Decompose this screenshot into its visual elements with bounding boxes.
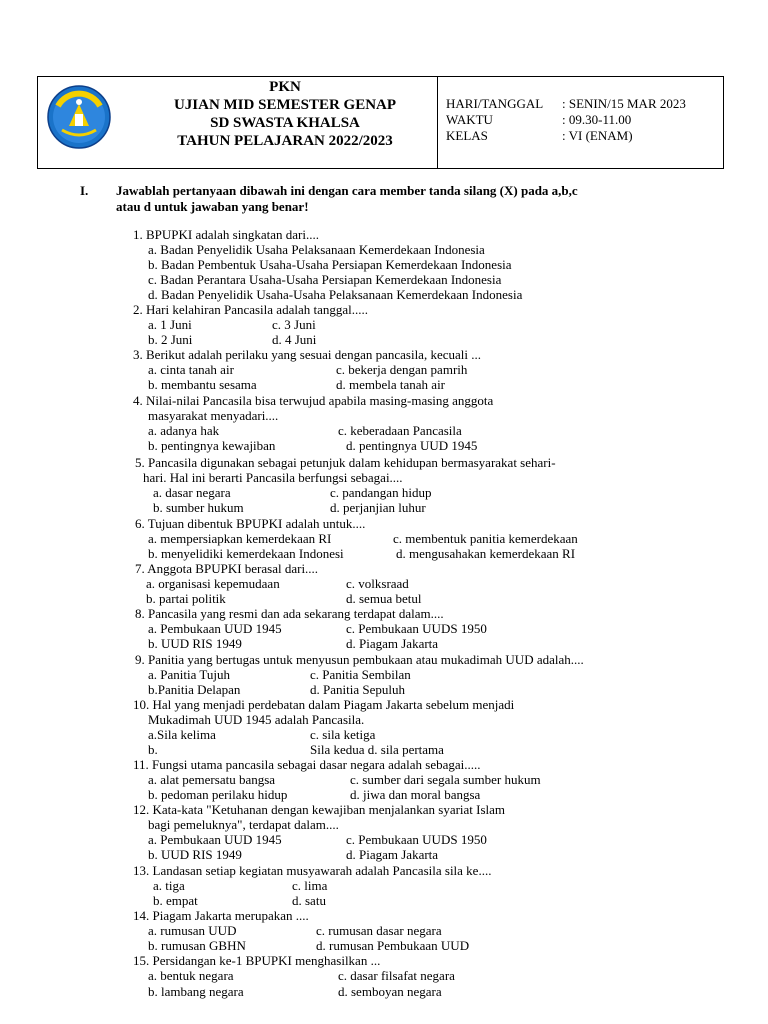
question-text: 2. Hari kelahiran Pancasila adalah tanggal..... bbox=[133, 302, 368, 317]
answer-option: b. UUD RIS 1949 bbox=[148, 847, 242, 862]
answer-option: c. sila ketiga bbox=[310, 727, 376, 742]
question-text: 7. Anggota BPUPKI berasal dari.... bbox=[135, 561, 319, 576]
answer-option: a. alat pemersatu bangsa bbox=[148, 772, 276, 787]
answer-option: a. rumusan UUD bbox=[148, 923, 237, 938]
answer-option: a. Pembukaan UUD 1945 bbox=[148, 621, 282, 636]
answer-option: c. 3 Juni bbox=[272, 317, 316, 332]
answer-option: d. semboyan negara bbox=[338, 984, 442, 999]
answer-option: masyarakat menyadari.... bbox=[148, 408, 279, 423]
answer-option: c. bekerja dengan pamrih bbox=[336, 362, 468, 377]
answer-option: Mukadimah UUD 1945 adalah Pancasila. bbox=[148, 712, 365, 727]
academic-year: TAHUN PELAJARAN 2022/2023 bbox=[177, 133, 393, 149]
answer-option: c. membentuk panitia kemerdekaan bbox=[393, 531, 578, 546]
school-name: SD SWASTA KHALSA bbox=[210, 115, 360, 131]
answer-option: c. dasar filsafat negara bbox=[338, 968, 455, 983]
answer-option: bagi pemeluknya", terdapat dalam.... bbox=[148, 817, 339, 832]
instruction-line: Jawablah pertanyaan dibawah ini dengan cara member tanda silang (X) pada a,b,c bbox=[116, 183, 578, 198]
answer-option: b. UUD RIS 1949 bbox=[148, 636, 242, 651]
info-label: HARI/TANGGAL bbox=[446, 96, 544, 111]
answer-option: b. pedoman perilaku hidup bbox=[148, 787, 288, 802]
answer-option: d. Piagam Jakarta bbox=[346, 636, 439, 651]
answer-option: b. 2 Juni bbox=[148, 332, 193, 347]
info-value: : 09.30-11.00 bbox=[562, 112, 632, 127]
question-text: 8. Pancasila yang resmi dan ada sekarang terdapat dalam.... bbox=[135, 606, 444, 621]
info-label: WAKTU bbox=[446, 112, 493, 127]
answer-option: d. membela tanah air bbox=[336, 377, 446, 392]
answer-option: b. sumber hukum bbox=[153, 500, 244, 515]
answer-option: a.Sila kelima bbox=[148, 727, 216, 742]
answer-option: d. jiwa dan moral bangsa bbox=[350, 787, 481, 802]
exam-title: UJIAN MID SEMESTER GENAP bbox=[173, 97, 397, 113]
answer-option: d. 4 Juni bbox=[272, 332, 317, 347]
answer-option: b.Panitia Delapan bbox=[148, 682, 241, 697]
answer-option: a. cinta tanah air bbox=[148, 362, 234, 377]
answer-option: d. satu bbox=[292, 893, 326, 908]
answer-option: b. partai politik bbox=[146, 591, 226, 606]
answer-option: d. rumusan Pembukaan UUD bbox=[316, 938, 470, 953]
answer-option: b. bbox=[148, 742, 158, 757]
answer-option: a. tiga bbox=[153, 878, 185, 893]
answer-option: b. membantu sesama bbox=[148, 377, 257, 392]
question-text: 5. Pancasila digunakan sebagai petunjuk dalam kehidupan bermasyarakat sehari- bbox=[135, 455, 556, 470]
instruction-line: atau d untuk jawaban yang benar! bbox=[116, 199, 309, 214]
answer-option: c. Panitia Sembilan bbox=[310, 667, 411, 682]
answer-option: b. empat bbox=[153, 893, 198, 908]
answer-option: c. keberadaan Pancasila bbox=[338, 423, 462, 438]
info-label: KELAS bbox=[446, 128, 488, 143]
answer-option: c. lima bbox=[292, 878, 328, 893]
answer-option: b. lambang negara bbox=[148, 984, 244, 999]
question-text: 14. Piagam Jakarta merupakan .... bbox=[133, 908, 309, 923]
answer-option: a. mempersiapkan kemerdekaan RI bbox=[148, 531, 332, 546]
answer-option: Sila kedua d. sila pertama bbox=[310, 742, 444, 757]
answer-option: d. Panitia Sepuluh bbox=[310, 682, 405, 697]
section-number: I. bbox=[80, 183, 89, 198]
question-text: 15. Persidangan ke-1 BPUPKI menghasilkan ... bbox=[133, 953, 381, 968]
answer-option: b. rumusan GBHN bbox=[148, 938, 246, 953]
answer-option: c. pandangan hidup bbox=[330, 485, 432, 500]
subject-title: PKN bbox=[269, 79, 301, 95]
question-text: 4. Nilai-nilai Pancasila bisa terwujud apabila masing-masing anggota bbox=[133, 393, 494, 408]
info-value: : VI (ENAM) bbox=[562, 128, 633, 143]
answer-option: a. Badan Penyelidik Usaha Pelaksanaan Kemerdekaan Indonesia bbox=[148, 242, 485, 257]
answer-option: d. pentingnya UUD 1945 bbox=[346, 438, 478, 453]
question-text: 13. Landasan setiap kegiatan musyawarah adalah Pancasila sila ke.... bbox=[133, 863, 492, 878]
question-text: 3. Berikut adalah perilaku yang sesuai dengan pancasila, kecuali ... bbox=[133, 347, 481, 362]
answer-option: c. volksraad bbox=[346, 576, 409, 591]
answer-option: b. menyelidiki kemerdekaan Indonesi bbox=[148, 546, 344, 561]
answer-option: b. Badan Pembentuk Usaha-Usaha Persiapan Kemerdekaan Indonesia bbox=[148, 257, 512, 272]
answer-option: a. organisasi kepemudaan bbox=[146, 576, 280, 591]
question-text: 12. Kata-kata "Ketuhanan dengan kewajiban menjalankan syariat Islam bbox=[133, 802, 506, 817]
answer-option: a. 1 Juni bbox=[148, 317, 192, 332]
answer-option: d. semua betul bbox=[346, 591, 422, 606]
answer-option: c. rumusan dasar negara bbox=[316, 923, 442, 938]
answer-option: c. Pembukaan UUDS 1950 bbox=[346, 621, 487, 636]
answer-option: b. pentingnya kewajiban bbox=[148, 438, 276, 453]
tut-wuri-handayani-logo bbox=[44, 84, 114, 150]
question-text: 1. BPUPKI adalah singkatan dari.... bbox=[133, 227, 319, 242]
info-value: : SENIN/15 MAR 2023 bbox=[562, 96, 686, 111]
answer-option: a. Panitia Tujuh bbox=[148, 667, 230, 682]
question-text: 10. Hal yang menjadi perdebatan dalam Piagam Jakarta sebelum menjadi bbox=[133, 697, 515, 712]
answer-option: d. perjanjian luhur bbox=[330, 500, 426, 515]
header-divider bbox=[437, 76, 438, 169]
answer-option: a. bentuk negara bbox=[148, 968, 234, 983]
question-text: 11. Fungsi utama pancasila sebagai dasar negara adalah sebagai..... bbox=[133, 757, 481, 772]
question-text: 6. Tujuan dibentuk BPUPKI adalah untuk.... bbox=[135, 516, 366, 531]
answer-option: a. adanya hak bbox=[148, 423, 220, 438]
question-text: 9. Panitia yang bertugas untuk menyusun pembukaan atau mukadimah UUD adalah.... bbox=[135, 652, 584, 667]
answer-option: a. dasar negara bbox=[153, 485, 231, 500]
answer-option: hari. Hal ini berarti Pancasila berfungsi sebagai.... bbox=[143, 470, 403, 485]
answer-option: d. mengusahakan kemerdekaan RI bbox=[396, 546, 576, 561]
answer-option: c. Pembukaan UUDS 1950 bbox=[346, 832, 487, 847]
answer-option: a. Pembukaan UUD 1945 bbox=[148, 832, 282, 847]
answer-option: c. Badan Perantara Usaha-Usaha Persiapan Kemerdekaan Indonesia bbox=[148, 272, 502, 287]
answer-option: d. Piagam Jakarta bbox=[346, 847, 439, 862]
answer-option: c. sumber dari segala sumber hukum bbox=[350, 772, 541, 787]
answer-option: d. Badan Penyelidik Usaha-Usaha Pelaksanaan Kemerdekaan Indonesia bbox=[148, 287, 523, 302]
